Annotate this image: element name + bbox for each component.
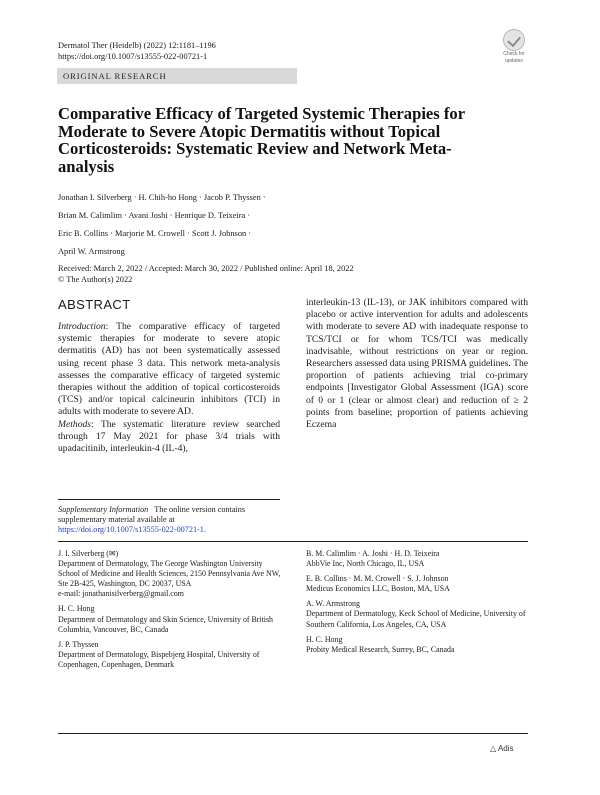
publisher-name: Adis [497, 744, 514, 753]
article-title: Comparative Efficacy of Targeted Systemic Therapies for Moderate to Severe Atopic Dermatitis without Topical Corticosteroids: Systematic Review and Network Meta-analysis [58, 104, 465, 176]
affiliation-author: J. P. Thyssen [58, 639, 99, 649]
affiliation-author: A. W. Armstrong [306, 599, 360, 609]
intro-label: Introduction [58, 321, 106, 332]
journal-line: Dermatol Ther (Heidelb) (2022) 12:1181–1196 [58, 41, 216, 50]
methods-text: : The systematic literature review searched through 17 May 2021 for phase 3/4 trials with upadacitinib, interleukin-4 (IL-4), [58, 418, 280, 455]
badge-label-1: Check for [503, 51, 525, 57]
author-line: Eric B. Collins · Marjorie M. Crowell · Scott J. Johnson · [58, 229, 252, 238]
abstract-continued: interleukin-13 (IL-13), or JAK inhibitors compared with placebo or active intervention for adults and adolescents with moderate to severe AD with inadequate response to TCS/TCI or for whom TCS/TCI was medically inadvisable, without restrictions on year or region. Researchers assessed data using PRISMA guidelines. The proportion of patients achieving trial co-primary endpoints [Investigator Global Assessment (IGA) score of 0 or 1 (clear or almost clear) and reduction of ≥ 2 points from baseline; proportion of patients achieving Eczema [306, 297, 528, 431]
affiliation-author: J. I. Silverberg (✉) [58, 549, 119, 558]
abstract-column-1 [58, 321, 280, 455]
affiliation-entry [306, 574, 528, 594]
supplementary-text: The online version contains supplementary material available at [58, 505, 246, 525]
affiliations-right [306, 549, 528, 660]
section-label: ORIGINAL RESEARCH [63, 71, 167, 81]
affiliation-entry [306, 635, 528, 655]
affiliation-line: Department of Dermatology, Bispebjerg Hospital, University of Copenhagen, Copenhagen, Denmark [58, 649, 260, 669]
author-line: Jonathan I. Silverberg · H. Chih-ho Hong · Jacob P. Thyssen · [58, 193, 266, 202]
author-line: April W. Armstrong [58, 247, 125, 256]
affiliation-author: H. C. Hong [306, 634, 343, 644]
check-for-updates-badge[interactable] [497, 29, 531, 63]
affiliation-line: Department of Dermatology and Skin Science, University of British Columbia, Vancouver, BC, Canada [58, 614, 273, 634]
supplementary-info [58, 505, 280, 536]
author-line: Brian M. Calimlim · Avani Joshi · Henrique D. Teixeira · [58, 211, 251, 220]
affiliation-entry [306, 599, 528, 629]
affiliation-entry [58, 549, 282, 599]
intro-text: : The comparative efficacy of targeted systemic therapies for moderate to severe atopic dermatitis (AD) has not been systematically assessed using recent phase 3 data. This network meta-analysis assesses the comparative efficacy of targeted systemic therapies without the addition of topical corticosteroids (TCS) and/or topical calcineurin inhibitors (TCI) in adults with moderate to severe AD. [58, 321, 280, 418]
affiliation-author: B. M. Calimlim · A. Joshi · H. D. Teixeira [306, 549, 440, 558]
methods-paragraph [58, 419, 280, 456]
affiliations-left [58, 549, 282, 675]
affiliation-author: H. C. Hong [58, 604, 95, 614]
affiliation-line: Department of Dermatology, The George Washington University School of Medicine and Health Sciences, 2150 Pennsylvania Ave NW, Ste 2B-425, Washington, DC 20037, USA [58, 559, 281, 589]
abstract-column-2 [306, 297, 528, 431]
affiliation-line: Medicus Economics LLC, Boston, MA, USA [306, 584, 450, 594]
affiliation-author: E. B. Collins · M. M. Crowell · S. J. Johnson [306, 574, 449, 584]
footnote-divider [58, 499, 280, 500]
triangle-icon: △ [490, 744, 497, 753]
copyright-line: © The Author(s) 2022 [58, 274, 133, 284]
author-list [58, 189, 388, 261]
affiliation-line: Department of Dermatology, Keck School of Medicine, University of Southern California, Los Angeles, CA, USA [306, 609, 526, 629]
abstract-heading: ABSTRACT [58, 297, 131, 312]
affiliation-entry [306, 549, 528, 569]
affiliation-line: AbbVie Inc, North Chicago, IL, USA [306, 559, 425, 569]
badge-label-2: updates [505, 57, 523, 64]
dates-line: Received: March 2, 2022 / Accepted: March 30, 2022 / Published online: April 18, 2022 [58, 264, 354, 273]
publisher-logo [490, 744, 514, 753]
section-banner [57, 68, 297, 84]
affiliation-divider [58, 541, 528, 542]
journal-citation [58, 40, 216, 62]
doi-line[interactable]: https://doi.org/10.1007/s13555-022-00721-1 [58, 52, 208, 61]
page-bottom-rule [58, 733, 528, 734]
affiliation-entry [58, 640, 282, 670]
publication-dates [58, 264, 478, 285]
checkmark-icon [503, 29, 525, 51]
affiliation-line[interactable]: e-mail: jonathanisilverberg@gmail.com [58, 589, 184, 599]
supplementary-link[interactable]: https://doi.org/10.1007/s13555-022-00721-1. [58, 525, 206, 535]
supplementary-label: Supplementary Information [58, 505, 149, 514]
affiliation-entry [58, 604, 282, 634]
affiliation-line: Probity Medical Research, Surrey, BC, Canada [306, 644, 455, 654]
methods-label: Methods [58, 418, 92, 430]
intro-paragraph [58, 321, 280, 419]
